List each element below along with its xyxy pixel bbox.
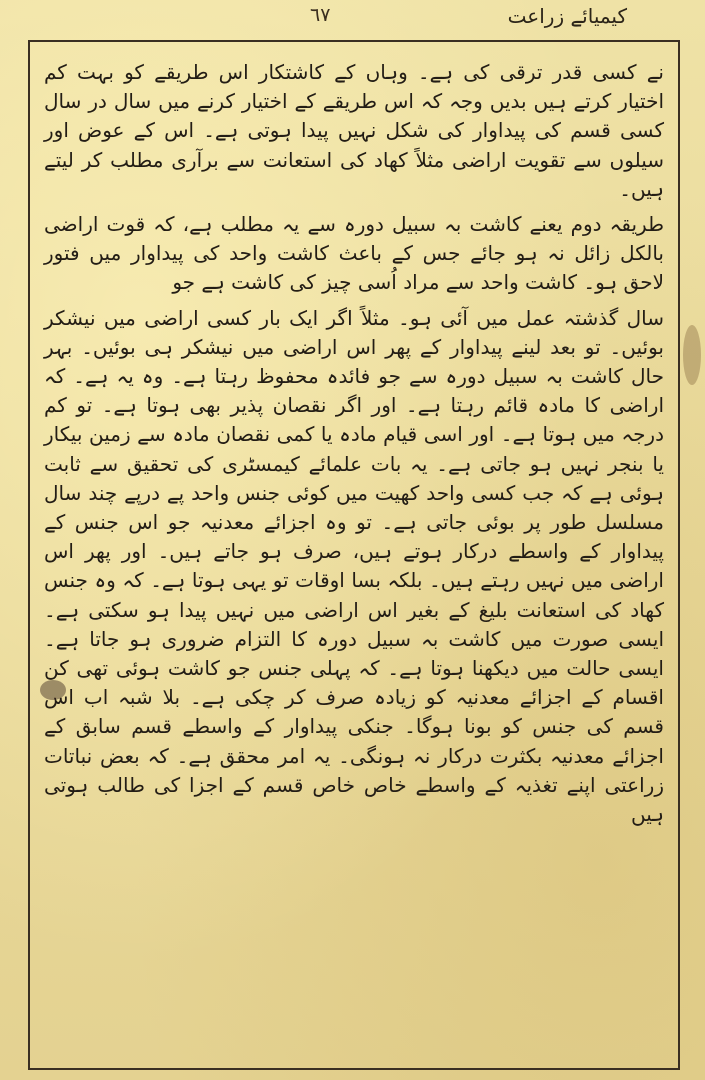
page-edge-tear — [683, 325, 701, 385]
page-number: ٦٧ — [310, 4, 331, 26]
paragraph-2: طریقہ دوم یعنے کاشت بہ سبیل دورہ سے یہ مطلب ہے، کہ قوت اراضی بالکل زائل نہ ہو جائے جس کے باعث کاشت واحد کی پیداوار میں فتور لاحق ہو۔ کاشت واحد سے مراد اُسی چیز کی کاشت ہے جو — [44, 212, 664, 295]
paragraph-1: نے کسی قدر ترقی کی ہے۔ وہاں کے کاشتکار اس طریقے کو بہت کم اختیار کرتے ہیں بدیں وجہ کہ اس طریقے کے اختیار کرنے میں سال در سال کسی قسم کی پیداوار کی شکل نہیں پیدا ہوتی ہے۔ اس کے عوض اور سیلوں سے تقویت اراضی مثلاً کھاد کی استعانت سے برآری مطلب کر لیتے ہیں۔ — [44, 60, 664, 201]
page-header — [0, 2, 705, 36]
ink-stain — [40, 680, 66, 700]
paragraph-3: سال گذشتہ عمل میں آئی ہو۔ مثلاً اگر ایک بار کسی اراضی میں نیشکر بوئیں۔ تو بعد لینے پیداوار کے پھر اس اراضی میں نیشکر ہی بوئیں۔ بہر حال کاشت بہ سبیل دورہ سے جو فائدہ محفوظ رہتا ہے۔ وہ یہ ہے۔ کہ اراضی کا مادہ قائم رہتا ہے۔ اور اگر نقصان پذیر بھی ہوتا ہے۔ تو کم درجہ میں ہوتا ہے۔ اور اسی قیام مادہ یا کمی نقصان مادہ سے زمین بیکار یا بنجر نہیں ہو جاتی ہے۔ یہ بات علمائے کیمسٹری کی تحقیق سے ثابت ہوئی ہے کہ جب کسی واحد کھیت میں کوئی جنس واحد پے درپے چند سال مسلسل طور پر بوئی جاتی ہے۔ تو وہ اجزائے معدنیہ جو اس جنس کے پیداوار کے واسطے درکار ہوتے ہیں، صرف ہو جاتے ہیں۔ اور پھر اس اراضی میں نہیں رہتے ہیں۔ بلکہ بسا اوقات تو یہی ہوتا ہے۔ کہ وہ جنس کھاد کی استعانت بلیغ کے بغیر اس اراضی میں نہیں پیدا ہو سکتی ہے۔ ایسی صورت میں کاشت بہ سبیل دورہ کا التزام ضروری ہو جاتا ہے۔ ایسی حالت میں دیکھنا ہوتا ہے۔ کہ پہلی جنس جو کاشت ہوئی تھی کن اقسام کے اجزائے معدنیہ کو زیادہ صرف کر چکی ہے۔ بلا شبہ اب اس قسم کی جنس کو بونا ہوگا۔ جنکی پیداوار کے واسطے قسم سابق کے اجزائے معدنیہ بکثرت درکار نہ ہونگی۔ یہ امر محقق ہے۔ کہ بعض نباتات زراعتی اپنے تغذیہ کے واسطے خاص خاص قسم کے اجزا کی طالب ہوتی ہیں — [44, 305, 664, 827]
running-title: کیمیائے زراعت — [507, 4, 627, 28]
body-text — [44, 58, 664, 1058]
